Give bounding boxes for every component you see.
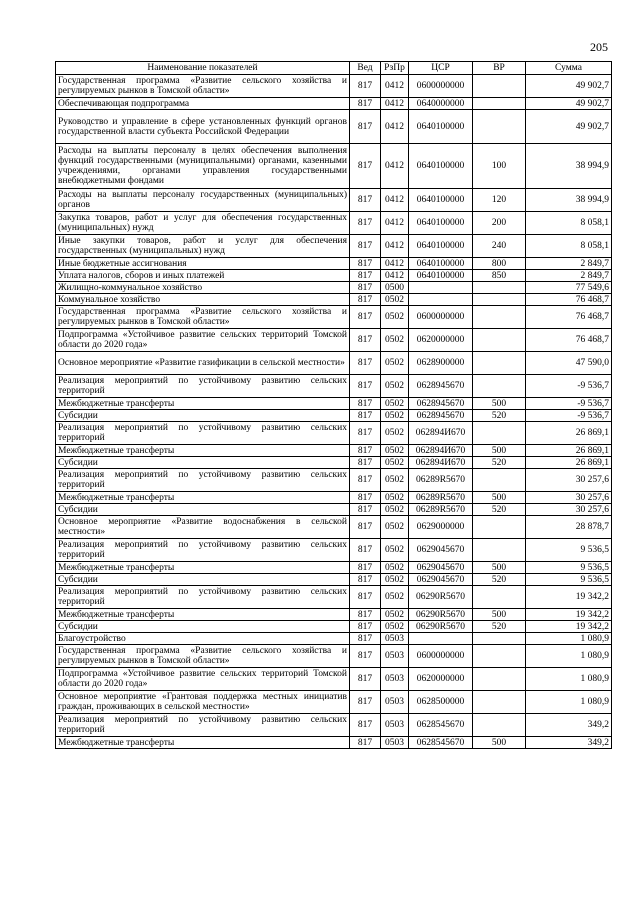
cell-csr: 0640100000	[409, 144, 473, 189]
table-row	[56, 586, 612, 609]
cell-name: Обеспечивающая подпрограмма	[56, 98, 350, 110]
cell-csr: 0620000000	[409, 329, 473, 352]
cell-rzpr: 0503	[381, 633, 409, 645]
cell-vr	[473, 645, 526, 668]
table-row	[56, 270, 612, 282]
cell-sum: 9 536,5	[526, 574, 612, 586]
cell-vr	[473, 633, 526, 645]
cell-name: Иные закупки товаров, работ и услуг для обеспечения государственных (муниципальных) нужд	[56, 235, 350, 258]
cell-rzpr: 0502	[381, 306, 409, 329]
cell-name: Основное мероприятие «Грантовая поддержка местных инициатив граждан, проживающих в сельской местности»	[56, 691, 350, 714]
cell-vr: 240	[473, 235, 526, 258]
cell-name: Расходы на выплаты персоналу в целях обеспечения выполнения функций государственными (муниципальными) органами, казенными учреждениями, органами управления государственными внебюджетными фондами	[56, 144, 350, 189]
cell-rzpr: 0502	[381, 329, 409, 352]
table-row	[56, 457, 612, 469]
cell-rzpr: 0502	[381, 445, 409, 457]
cell-sum: 26 869,1	[526, 445, 612, 457]
cell-rzpr: 0502	[381, 574, 409, 586]
cell-sum: 8 058,1	[526, 212, 612, 235]
cell-csr: 0628945670	[409, 410, 473, 422]
cell-sum: 49 902,7	[526, 110, 612, 144]
table-row	[56, 98, 612, 110]
cell-vr	[473, 469, 526, 492]
cell-name: Реализация мероприятий по устойчивому развитию сельских территорий	[56, 422, 350, 445]
table-header-row	[56, 62, 612, 75]
table-row	[56, 282, 612, 294]
cell-ved: 817	[350, 212, 381, 235]
cell-vr: 500	[473, 609, 526, 621]
table-row	[56, 329, 612, 352]
cell-name: Реализация мероприятий по устойчивому развитию сельских территорий	[56, 586, 350, 609]
cell-sum: 1 080,9	[526, 668, 612, 691]
cell-sum: 19 342,2	[526, 586, 612, 609]
cell-name: Государственная программа «Развитие сельского хозяйства и регулируемых рынков в Томской области»	[56, 306, 350, 329]
cell-sum: 349,2	[526, 737, 612, 749]
table-row	[56, 574, 612, 586]
cell-ved: 817	[350, 375, 381, 398]
cell-ved: 817	[350, 714, 381, 737]
cell-csr: 0640000000	[409, 98, 473, 110]
cell-vr: 100	[473, 144, 526, 189]
cell-csr: 0640100000	[409, 110, 473, 144]
cell-sum: 349,2	[526, 714, 612, 737]
cell-sum: 28 878,7	[526, 516, 612, 539]
cell-csr	[409, 633, 473, 645]
cell-sum: 49 902,7	[526, 98, 612, 110]
cell-ved: 817	[350, 189, 381, 212]
cell-vr: 500	[473, 398, 526, 410]
cell-vr: 500	[473, 445, 526, 457]
page-number: 205	[590, 40, 608, 54]
cell-name: Руководство и управление в сфере установленных функций органов государственной власти субъекта Российской Федерации	[56, 110, 350, 144]
cell-csr: 0628545670	[409, 737, 473, 749]
cell-sum: 47 590,0	[526, 352, 612, 375]
cell-csr: 06290R5670	[409, 586, 473, 609]
cell-rzpr: 0502	[381, 586, 409, 609]
cell-name: Государственная программа «Развитие сельского хозяйства и регулируемых рынков в Томской области»	[56, 75, 350, 98]
cell-name: Коммунальное хозяйство	[56, 294, 350, 306]
table-row	[56, 212, 612, 235]
cell-vr: 500	[473, 492, 526, 504]
cell-ved: 817	[350, 504, 381, 516]
cell-csr: 06290R5670	[409, 609, 473, 621]
table-row	[56, 714, 612, 737]
table-row	[56, 504, 612, 516]
cell-sum: 1 080,9	[526, 691, 612, 714]
cell-sum: 26 869,1	[526, 422, 612, 445]
cell-rzpr: 0412	[381, 144, 409, 189]
cell-vr	[473, 329, 526, 352]
cell-name: Уплата налогов, сборов и иных платежей	[56, 270, 350, 282]
cell-vr	[473, 668, 526, 691]
cell-rzpr: 0502	[381, 492, 409, 504]
cell-csr	[409, 294, 473, 306]
cell-vr	[473, 294, 526, 306]
cell-name: Подпрограмма «Устойчивое развитие сельских территорий Томской области до 2020 года»	[56, 329, 350, 352]
cell-rzpr: 0500	[381, 282, 409, 294]
cell-sum: 9 536,5	[526, 562, 612, 574]
table-row	[56, 189, 612, 212]
cell-sum: 9 536,5	[526, 539, 612, 562]
table-row	[56, 306, 612, 329]
cell-name: Межбюджетные трансферты	[56, 398, 350, 410]
cell-vr	[473, 75, 526, 98]
cell-rzpr: 0502	[381, 469, 409, 492]
header-ved: Вед	[350, 62, 381, 75]
cell-sum: 8 058,1	[526, 235, 612, 258]
cell-vr	[473, 691, 526, 714]
cell-sum: 76 468,7	[526, 294, 612, 306]
table-row	[56, 445, 612, 457]
table-row	[56, 609, 612, 621]
cell-vr: 850	[473, 270, 526, 282]
cell-sum: 49 902,7	[526, 75, 612, 98]
cell-rzpr: 0503	[381, 714, 409, 737]
cell-ved: 817	[350, 98, 381, 110]
table-row	[56, 492, 612, 504]
cell-rzpr: 0503	[381, 737, 409, 749]
cell-csr: 0628500000	[409, 691, 473, 714]
cell-csr: 0640100000	[409, 270, 473, 282]
table-row	[56, 668, 612, 691]
cell-name: Государственная программа «Развитие сельского хозяйства и регулируемых рынков в Томской области»	[56, 645, 350, 668]
cell-sum: 76 468,7	[526, 329, 612, 352]
table-row	[56, 375, 612, 398]
cell-sum: 30 257,6	[526, 492, 612, 504]
cell-rzpr: 0502	[381, 621, 409, 633]
cell-csr: 0629000000	[409, 516, 473, 539]
cell-name: Межбюджетные трансферты	[56, 562, 350, 574]
cell-ved: 817	[350, 621, 381, 633]
cell-vr	[473, 98, 526, 110]
cell-name: Межбюджетные трансферты	[56, 445, 350, 457]
cell-ved: 817	[350, 75, 381, 98]
cell-rzpr: 0502	[381, 562, 409, 574]
table-row	[56, 422, 612, 445]
cell-rzpr: 0502	[381, 422, 409, 445]
cell-vr	[473, 375, 526, 398]
cell-csr: 0629045670	[409, 562, 473, 574]
cell-vr	[473, 586, 526, 609]
cell-csr: 06289R5670	[409, 469, 473, 492]
cell-name: Расходы на выплаты персоналу государственных (муниципальных) органов	[56, 189, 350, 212]
cell-ved: 817	[350, 457, 381, 469]
table-row	[56, 75, 612, 98]
cell-rzpr: 0502	[381, 609, 409, 621]
cell-csr: 06290R5670	[409, 621, 473, 633]
cell-ved: 817	[350, 586, 381, 609]
table-row	[56, 737, 612, 749]
cell-ved: 817	[350, 352, 381, 375]
cell-name: Субсидии	[56, 574, 350, 586]
cell-csr: 0640100000	[409, 235, 473, 258]
cell-sum: 30 257,6	[526, 469, 612, 492]
cell-csr: 0600000000	[409, 645, 473, 668]
cell-ved: 817	[350, 645, 381, 668]
cell-vr: 520	[473, 574, 526, 586]
cell-vr: 520	[473, 457, 526, 469]
cell-name: Межбюджетные трансферты	[56, 609, 350, 621]
cell-csr: 0600000000	[409, 75, 473, 98]
cell-ved: 817	[350, 574, 381, 586]
cell-ved: 817	[350, 445, 381, 457]
cell-ved: 817	[350, 282, 381, 294]
cell-name: Субсидии	[56, 504, 350, 516]
cell-vr: 120	[473, 189, 526, 212]
cell-csr: 0600000000	[409, 306, 473, 329]
cell-name: Субсидии	[56, 410, 350, 422]
cell-name: Субсидии	[56, 621, 350, 633]
cell-name: Реализация мероприятий по устойчивому развитию сельских территорий	[56, 539, 350, 562]
cell-sum: 38 994,9	[526, 189, 612, 212]
table-row	[56, 352, 612, 375]
cell-ved: 817	[350, 633, 381, 645]
header-vr: ВР	[473, 62, 526, 75]
cell-sum: 38 994,9	[526, 144, 612, 189]
header-rzpr: РзПр	[381, 62, 409, 75]
cell-ved: 817	[350, 516, 381, 539]
cell-rzpr: 0502	[381, 504, 409, 516]
cell-name: Закупка товаров, работ и услуг для обеспечения государственных (муниципальных) нужд	[56, 212, 350, 235]
cell-ved: 817	[350, 306, 381, 329]
cell-rzpr: 0502	[381, 410, 409, 422]
cell-sum: 2 849,7	[526, 270, 612, 282]
table-row	[56, 235, 612, 258]
cell-sum: 1 080,9	[526, 633, 612, 645]
cell-rzpr: 0502	[381, 352, 409, 375]
cell-ved: 817	[350, 609, 381, 621]
cell-rzpr: 0412	[381, 75, 409, 98]
cell-name: Иные бюджетные ассигнования	[56, 258, 350, 270]
header-sum: Сумма	[526, 62, 612, 75]
table-row	[56, 144, 612, 189]
cell-rzpr: 0502	[381, 375, 409, 398]
budget-table	[55, 61, 612, 749]
cell-csr: 06289R5670	[409, 504, 473, 516]
cell-sum: 30 257,6	[526, 504, 612, 516]
cell-ved: 817	[350, 110, 381, 144]
table-row	[56, 691, 612, 714]
cell-sum: 19 342,2	[526, 621, 612, 633]
cell-ved: 817	[350, 410, 381, 422]
cell-vr	[473, 539, 526, 562]
cell-sum: 2 849,7	[526, 258, 612, 270]
cell-rzpr: 0503	[381, 668, 409, 691]
cell-ved: 817	[350, 422, 381, 445]
cell-name: Субсидии	[56, 457, 350, 469]
table-row	[56, 516, 612, 539]
table-row	[56, 398, 612, 410]
cell-vr	[473, 110, 526, 144]
cell-ved: 817	[350, 492, 381, 504]
cell-rzpr: 0502	[381, 294, 409, 306]
cell-name: Подпрограмма «Устойчивое развитие сельских территорий Томской области до 2020 года»	[56, 668, 350, 691]
cell-csr	[409, 282, 473, 294]
cell-csr: 062894И670	[409, 457, 473, 469]
table-row	[56, 110, 612, 144]
cell-vr: 200	[473, 212, 526, 235]
table-row	[56, 562, 612, 574]
cell-rzpr: 0412	[381, 270, 409, 282]
cell-ved: 817	[350, 329, 381, 352]
header-csr: ЦСР	[409, 62, 473, 75]
cell-ved: 817	[350, 737, 381, 749]
cell-name: Основное мероприятие «Развитие газификации в сельской местности»	[56, 352, 350, 375]
table-row	[56, 645, 612, 668]
table-row	[56, 621, 612, 633]
table-row	[56, 469, 612, 492]
cell-ved: 817	[350, 469, 381, 492]
cell-sum: 1 080,9	[526, 645, 612, 668]
cell-vr: 800	[473, 258, 526, 270]
cell-name: Реализация мероприятий по устойчивому развитию сельских территорий	[56, 375, 350, 398]
cell-rzpr: 0502	[381, 539, 409, 562]
cell-csr: 0628900000	[409, 352, 473, 375]
cell-csr: 06289R5670	[409, 492, 473, 504]
cell-ved: 817	[350, 144, 381, 189]
cell-csr: 0640100000	[409, 212, 473, 235]
cell-vr: 500	[473, 737, 526, 749]
cell-csr: 0629045670	[409, 574, 473, 586]
cell-ved: 817	[350, 270, 381, 282]
cell-ved: 817	[350, 562, 381, 574]
cell-ved: 817	[350, 668, 381, 691]
cell-rzpr: 0412	[381, 189, 409, 212]
cell-rzpr: 0502	[381, 516, 409, 539]
cell-sum: 76 468,7	[526, 306, 612, 329]
cell-sum: 26 869,1	[526, 457, 612, 469]
cell-rzpr: 0412	[381, 98, 409, 110]
cell-csr: 0628545670	[409, 714, 473, 737]
cell-rzpr: 0412	[381, 110, 409, 144]
cell-vr: 500	[473, 562, 526, 574]
cell-csr: 062894И670	[409, 422, 473, 445]
cell-csr: 0640100000	[409, 189, 473, 212]
cell-vr	[473, 352, 526, 375]
cell-name: Благоустройство	[56, 633, 350, 645]
cell-rzpr: 0503	[381, 691, 409, 714]
table-row	[56, 633, 612, 645]
cell-csr: 0640100000	[409, 258, 473, 270]
cell-vr	[473, 422, 526, 445]
cell-ved: 817	[350, 398, 381, 410]
cell-vr	[473, 282, 526, 294]
cell-sum: 77 549,6	[526, 282, 612, 294]
cell-vr: 520	[473, 504, 526, 516]
cell-vr: 520	[473, 621, 526, 633]
cell-sum: -9 536,7	[526, 398, 612, 410]
header-name: Наименование показателей	[56, 62, 350, 75]
cell-name: Реализация мероприятий по устойчивому развитию сельских территорий	[56, 714, 350, 737]
table-row	[56, 539, 612, 562]
cell-name: Межбюджетные трансферты	[56, 737, 350, 749]
cell-rzpr: 0412	[381, 235, 409, 258]
cell-csr: 0620000000	[409, 668, 473, 691]
cell-name: Основное мероприятие «Развитие водоснабжения в сельской местности»	[56, 516, 350, 539]
cell-vr	[473, 516, 526, 539]
cell-csr: 0628945670	[409, 398, 473, 410]
cell-name: Межбюджетные трансферты	[56, 492, 350, 504]
cell-name: Реализация мероприятий по устойчивому развитию сельских территорий	[56, 469, 350, 492]
cell-rzpr: 0502	[381, 457, 409, 469]
cell-rzpr: 0412	[381, 258, 409, 270]
table-row	[56, 294, 612, 306]
cell-csr: 062894И670	[409, 445, 473, 457]
cell-name: Жилищно-коммунальное хозяйство	[56, 282, 350, 294]
cell-vr	[473, 306, 526, 329]
cell-ved: 817	[350, 294, 381, 306]
cell-sum: -9 536,7	[526, 375, 612, 398]
cell-rzpr: 0412	[381, 212, 409, 235]
table-row	[56, 258, 612, 270]
cell-sum: -9 536,7	[526, 410, 612, 422]
cell-vr: 520	[473, 410, 526, 422]
cell-ved: 817	[350, 235, 381, 258]
cell-csr: 0628945670	[409, 375, 473, 398]
cell-ved: 817	[350, 539, 381, 562]
cell-vr	[473, 714, 526, 737]
cell-rzpr: 0503	[381, 645, 409, 668]
table-row	[56, 410, 612, 422]
cell-ved: 817	[350, 691, 381, 714]
cell-csr: 0629045670	[409, 539, 473, 562]
cell-sum: 19 342,2	[526, 609, 612, 621]
cell-ved: 817	[350, 258, 381, 270]
cell-rzpr: 0502	[381, 398, 409, 410]
